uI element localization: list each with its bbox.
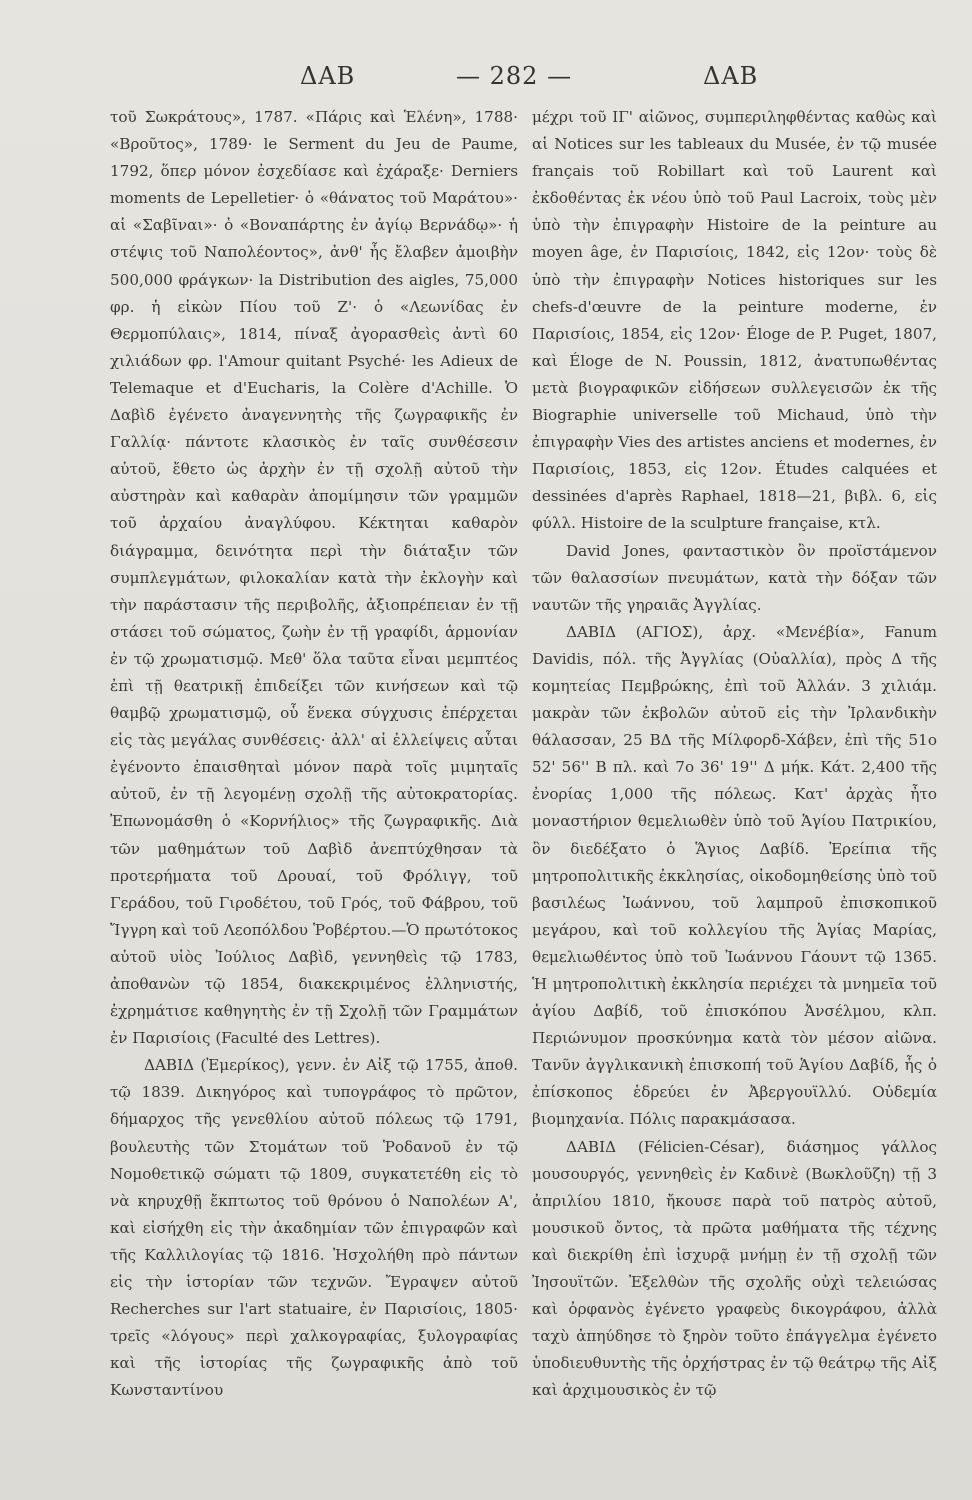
entry-david-jacques-louis-continued: τοῦ Σωκράτους», 1787. «Πάρις καὶ Ἑλένη», 1788· «Βροῦτος», 1789· le Serment du Jeu de Paume, 1792, ὅπερ μόνον ἐσχεδίασε καὶ ἐχάραξε· Derniers moments de Lepelletier· ὁ «θάνατος τοῦ Μαράτου»· αἱ «Σαβῖναι»· ὁ «Βοναπάρτης ἐν ἁγίῳ Βερνάδῳ»· ἡ στέψις τοῦ Ναπολέοντος», ἀνθ' ἧς ἔλαβεν ἀμοιβὴν 500,000 φράγκων· la Distribution des aigles, 75,000 φρ. ἡ εἰκὼν Πίου τοῦ Ζ'· ὁ «Λεωνίδας ἐν Θερμοπύλαις», 1814, πίναξ ἀγορασθεὶς ἀντὶ 60 χιλιάδων φρ. l'Amour quitant Psyché· les Adieux de Telemaque et d'Eucharis, la Colère d'Achille. Ὁ Δαβὶδ ἐγένετο ἀναγεννητὴς τῆς ζωγραφικῆς ἐν Γαλλίᾳ· πάντοτε κλασικὸς ἐν ταῖς συνθέσεσιν αὐτοῦ, ἔθετο ὡς ἀρχὴν ἐν τῇ σχολῇ αὐτοῦ τὴν αὐστηρὰν καὶ καθαρὰν ἀπομίμησιν τῶν γραμμῶν τοῦ ἀρχαίου ἀναγλύφου. Κέκτηται καθαρὸν διάγραμμα, δεινότητα περὶ τὴν διάταξιν τῶν συμπλεγμάτων, φιλοκαλίαν κατὰ τὴν ἐκλογὴν καὶ τὴν παράστασιν τῆς περιβολῆς, ἀξιοπρέπειαν ἐν τῇ στάσει τοῦ σώματος, ζωὴν ἐν τῇ γραφίδι, ἁρμονίαν ἐν τῷ χρωματισμῷ. Μεθ' ὅλα ταῦτα εἶναι μεμπτέος ἐπὶ τῇ θεατρικῇ ἐπιδείξει τῶν κινήσεων καὶ τῷ θαμβῷ χρωματισμῷ, οὗ ἕνεκα σύγχυσις ἐπέρχεται εἰς τὰς μεγάλας συνθέσεις· ἀλλ' αἱ ἐλλείψεις αὗται ἐγένοντο ἐπαισθηταὶ μόνον παρὰ τοῖς μιμηταῖς αὐτοῦ, ἐν τῇ λεγομένῃ σχολῇ τῆς αὐτοκρατορίας. Ἐπωνομάσθη ὁ «Κορνήλιος» τῆς ζωγραφικῆς. Διὰ τῶν μαθημάτων τοῦ Δαβὶδ ἀνεπτύχθησαν τὰ προτερήματα τοῦ Δρουαί, τοῦ Φρόλιγγ, τοῦ Γεράδου, τοῦ Γιροδέτου, τοῦ Γρός, τοῦ Φάβρου, τοῦ Ἴγγρη καὶ τοῦ Λεοπόλδου Ῥοβέρτου.—Ὁ πρωτότοκος αὐτοῦ υἱὸς Ἰούλιος Δαβὶδ, γεννηθεὶς τῷ 1783, ἀποθανὼν τῷ 1854, διακεκριμένος ἑλληνιστής, ἐχρημάτισε καθηγητὴς ἐν τῇ Σχολῇ τῶν Γραμμάτων ἐν Παρισίοις (Faculté des Lettres). bbox=[110, 108, 518, 1048]
left-text-column bbox=[110, 104, 518, 1405]
entry-david-felicien-cesar: ΔΑΒΙΔ (Félicien-César), διάσημος γάλλος μουσουργός, γεννηθεὶς ἐν Καδινὲ (Βωκλοῦζη) τῇ 3 ἀπριλίου 1810, ἤκουσε παρὰ τοῦ πατρὸς αὐτοῦ, μουσικοῦ ὄντος, τὰ πρῶτα μαθήματα τῆς τέχνης καὶ διεκρίθη ἐπὶ ἰσχυρᾷ μνήμῃ ἐν τῇ σχολῇ τῶν Ἰησουϊτῶν. Ἐξελθὼν τῆς σχολῆς οὐχὶ τελειώσας καὶ ὀρφανὸς ἐγένετο γραφεὺς δικογράφου, ἀλλὰ ταχὺ ἀπηύδησε τὸ ξηρὸν τοῦτο ἐπάγγελμα ἐγένετο ὑποδιευθυντὴς τῆς ὀρχήστρας ἐν τῷ θεάτρῳ τῆς Αἰξ καὶ ἀρχιμουσικὸς ἐν τῷ bbox=[532, 1137, 937, 1400]
right-text-column bbox=[532, 104, 937, 1405]
header-right-keyword: ΔΑΒ bbox=[703, 62, 759, 90]
page-number: — 282 — bbox=[456, 62, 573, 90]
entry-saint-davids: ΔΑΒΙΔ (ΑΓΙΟΣ), ἀρχ. «Μενέβία», Fanum Davidis, πόλ. τῆς Ἀγγλίας (Οὐαλλία), πρὸς Δ τῆς κομητείας Πεμβρώκης, ἐπὶ τοῦ Ἀλλάν. 3 χιλιάμ. μακρὰν τῶν ἐκβολῶν αὐτοῦ εἰς τὴν Ἰρλανδικὴν θάλασσαν, 25 ΒΔ τῆς Μίλφορδ-Χάβεν, ἐπὶ τῆς 51ο 52' 56'' Β πλ. καὶ 7ο 36' 19'' Δ μήκ. Κάτ. 2,400 τῆς ἐνορίας 1,000 τῆς πόλεως. Κατ' ἀρχὰς ἦτο μοναστήριον θεμελιωθὲν ὑπὸ τοῦ Ἁγίου Πατρικίου, ὃν διεδέξατο ὁ Ἅγιος Δαβίδ. Ἐρείπια τῆς μητροπολιτικῆς ἐκκλησίας, οἰκοδομηθείσης ὑπὸ τοῦ βασιλέως Ἰωάννου, τοῦ λαμπροῦ ἐπισκοπικοῦ μεγάρου, καὶ τοῦ κολλεγίου τῆς Ἁγίας Μαρίας, θεμελιωθέντος ὑπὸ τοῦ Ἰωάννου Γάουντ τῷ 1365. Ἡ μητροπολιτικὴ ἐκκλησία περιέχει τὰ μνημεῖα τοῦ ἁγίου Δαβίδ, τοῦ ἐπισκόπου Ἀνσέλμου, κλπ. Περιώνυμον προσκύνημα κατὰ τὸν μέσον αἰῶνα. Τανῦν ἀγγλικανικὴ ἐπισκοπή τοῦ Ἁγίου Δαβίδ, ἧς ὁ ἐπίσκοπος ἑδρεύει ἐν Ἀβεργουϊλλύ. Οὐδεμία βιομηχανία. Πόλις παρακμάσασα. bbox=[532, 622, 937, 1129]
entry-david-emeric-continued: μέχρι τοῦ ΙΓ' αἰῶνος, συμπεριληφθέντας καθὼς καὶ αἱ Notices sur les tableaux du Musée, ἐν τῷ musée français τοῦ Robillart καὶ τοῦ Laurent καὶ ἐκδοθέντας ἐκ νέου ὑπὸ τοῦ Paul Lacroix, τοὺς μὲν ὑπὸ τὴν ἐπιγραφὴν Histoire de la peinture au moyen âge, ἐν Παρισίοις, 1842, εἰς 12ον· τοὺς δὲ ὑπὸ τὴν ἐπιγραφὴν Notices historiques sur les chefs-d'œuvre de la peinture moderne, ἐν Παρισίοις, 1854, εἰς 12ον· Éloge de P. Puget, 1807, καὶ Éloge de N. Poussin, 1812, ἀνατυπωθέντας μετὰ βιογραφικῶν εἰδήσεων συλλεγεισῶν ἐκ τῆς Biographie universelle τοῦ Michaud, ὑπὸ τὴν ἐπιγραφὴν Vies des artistes anciens et modernes, ἐν Παρισίοις, 1853, εἰς 12ον. Études calquées et dessinées d'après Raphael, 1818—21, βιβλ. 6, εἰς φύλλ. Histoire de la sculpture française, κτλ. bbox=[532, 108, 937, 533]
header-left-keyword: ΔΑΒ bbox=[300, 62, 356, 90]
entry-david-emeric: ΔΑΒΙΔ (Ἐμερίκος), γενν. ἐν Αἰξ τῷ 1755, ἀποθ. τῷ 1839. Δικηγόρος καὶ τυπογράφος τὸ πρῶτον, δήμαρχος τῆς γενεθλίου αὐτοῦ πόλεως τῷ 1791, βουλευτὴς τῶν Στομάτων τοῦ Ῥοδανοῦ ἐν τῷ Νομοθετικῷ σώματι τῷ 1809, συγκατετέθη εἰς τὸ νὰ κηρυχθῇ ἔκπτωτος τοῦ θρόνου ὁ Ναπολέων Α', καὶ εἰσήχθη εἰς τὴν ἀκαδημίαν τῶν ἐπιγραφῶν καὶ τῆς Καλλιλογίας τῷ 1816. Ἠσχολήθη πρὸ πάντων εἰς τὴν ἱστορίαν τῶν τεχνῶν. Ἔγραψεν αὐτοῦ Recherches sur l'art statuaire, ἐν Παρισίοις, 1805· τρεῖς «λόγους» περὶ χαλκογραφίας, ξυλογραφίας καὶ τῆς ἱστορίας τῆς ζωγραφικῆς ἀπὸ τοῦ Κωνσταντίνου bbox=[110, 1056, 518, 1400]
running-header bbox=[78, 62, 898, 98]
entry-david-jones: David Jones, φανταστικὸν ὂν προϊστάμενον τῶν θαλασσίων πνευμάτων, κατὰ τὴν δόξαν τῶν ναυτῶν τῆς γηραιᾶς Ἀγγλίας. bbox=[532, 541, 937, 614]
